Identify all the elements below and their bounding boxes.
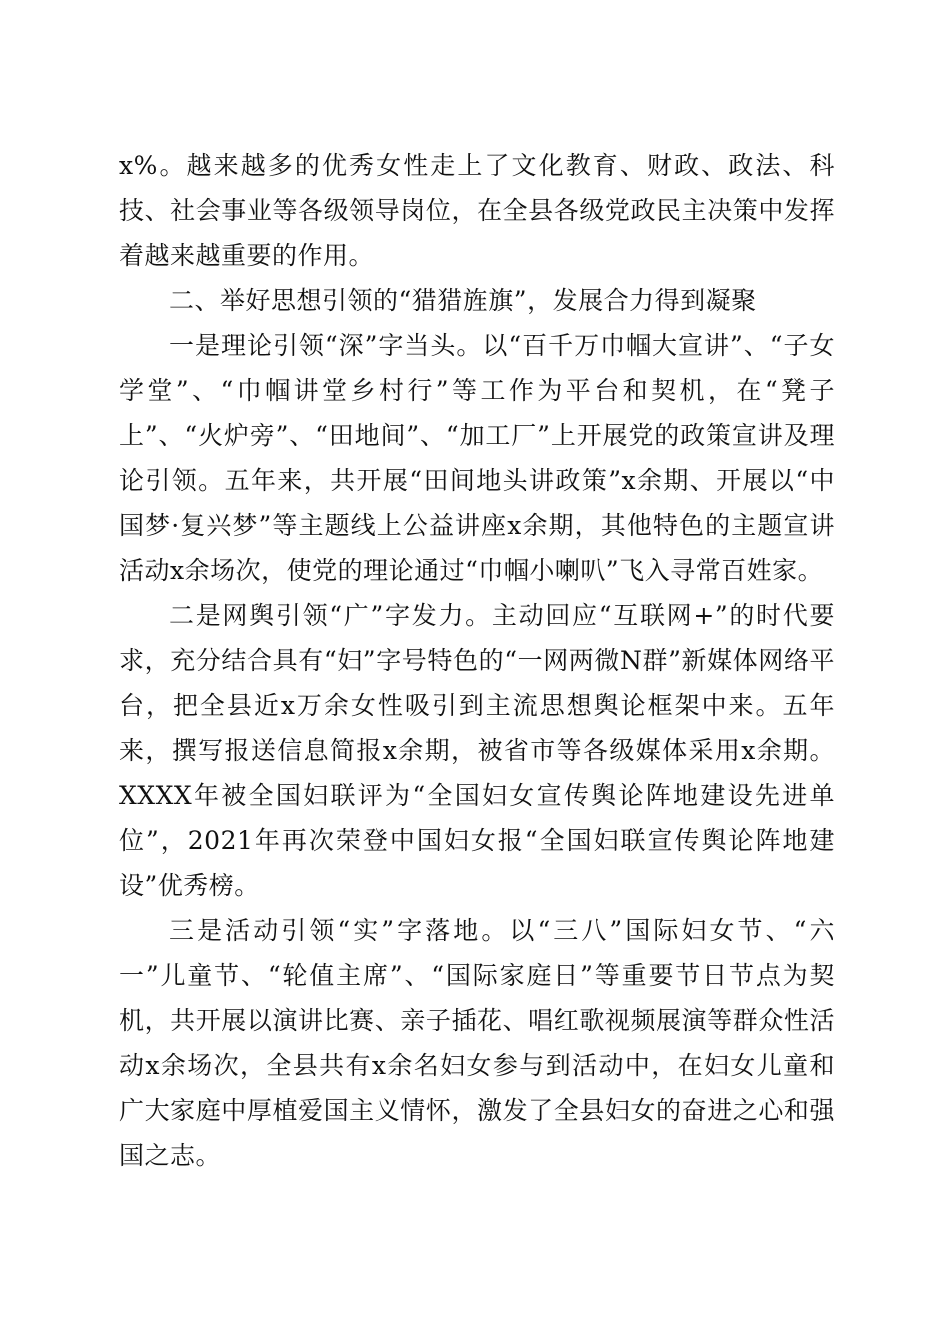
paragraph-continuation: x%。越来越多的优秀女性走上了文化教育、财政、政法、科技、社会事业等各级领导岗位，在全县各级党政民主决策中发挥着越来越重要的作用。: [119, 151, 835, 270]
paragraph-theory-guidance: 一是理论引领“深”字当头。以“百千万巾帼大宣讲”、“子女学堂”、“巾帼讲堂乡村行”等工作为平台和契机，在“凳子上”、“火炉旁”、“田地间”、“加工厂”上开展党的政策宣讲及理论引领。五年来，共开展“田间地头讲政策”x余期、开展以“中国梦·复兴梦”等主题线上公益讲座x余期，其他特色的主题宣讲活动x余场次，使党的理论通过“巾帼小喇叭”飞入寻常百姓家。: [119, 331, 835, 585]
document-page: [119, 143, 835, 1178]
paragraph-network-guidance: 二是网舆引领“广”字发力。主动回应“互联网+”的时代要求，充分结合具有“妇”字号特色的“一网两微N群”新媒体网络平台，把全县近x万余女性吸引到主流思想舆论框架中来。五年来，撰写报送信息简报x余期，被省市等各级媒体采用x余期。XXXX年被全国妇联评为“全国妇女宣传舆论阵地建设先进单位”，2021年再次荣登中国妇女报“全国妇联宣传舆论阵地建设”优秀榜。: [119, 601, 835, 900]
paragraph-activity-guidance: 三是活动引领“实”字落地。以“三八”国际妇女节、“六一”儿童节、“轮值主席”、“国际家庭日”等重要节日节点为契机，共开展以演讲比赛、亲子插花、唱红歌视频展演等群众性活动x余场次，全县共有x余名妇女参与到活动中，在妇女儿童和广大家庭中厚植爱国主义情怀，激发了全县妇女的奋进之心和强国之志。: [119, 916, 835, 1170]
section-heading: 二、举好思想引领的“猎猎旌旗”，发展合力得到凝聚: [169, 286, 757, 315]
